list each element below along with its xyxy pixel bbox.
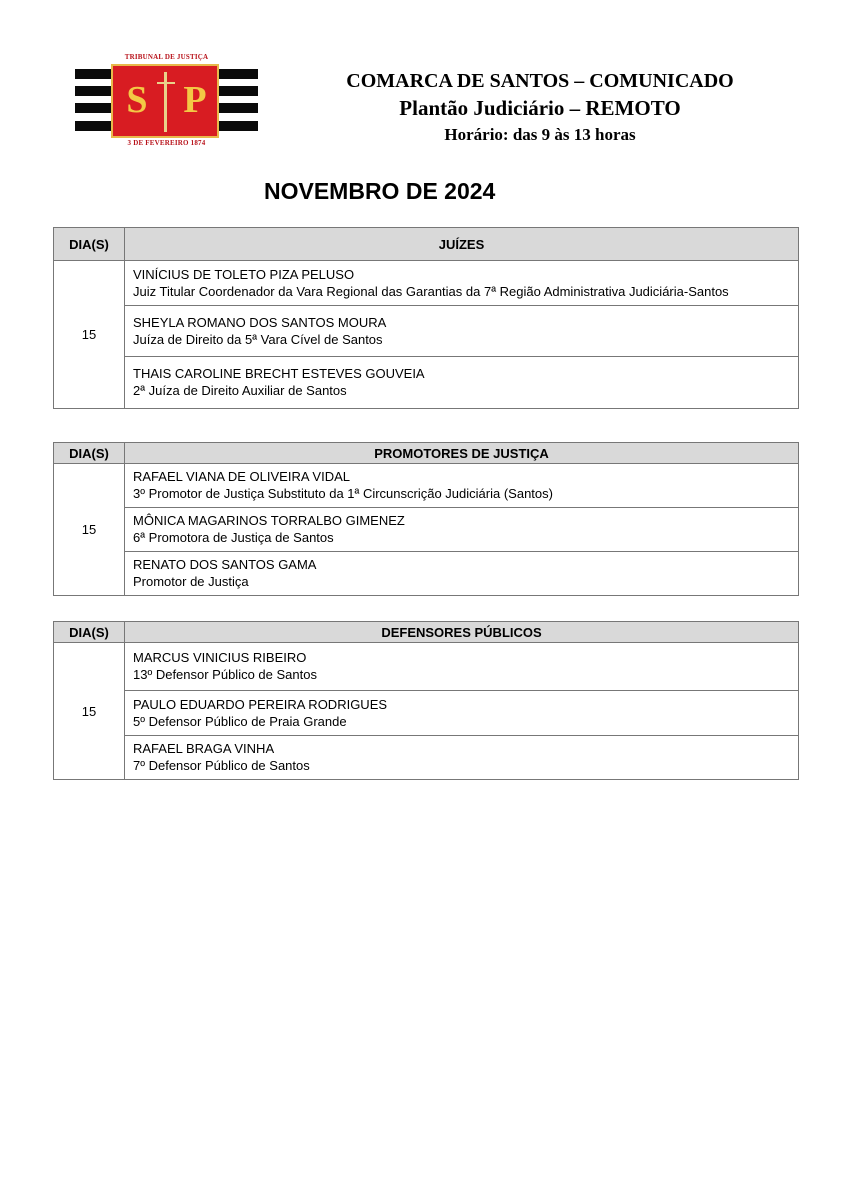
- person-name: VINÍCIUS DE TOLETO PIZA PELUSO: [133, 266, 355, 282]
- month-title: NOVEMBRO DE 2024: [264, 178, 496, 204]
- day-column-header: DIA(S): [54, 228, 125, 261]
- table-row: [54, 261, 799, 306]
- logo-emblem: [111, 64, 219, 138]
- person-name: SHEYLA ROMANO DOS SANTOS MOURA: [133, 314, 387, 330]
- header-horario: Horário: das 9 às 13 horas: [444, 125, 636, 144]
- person-cell: [125, 552, 799, 596]
- logo-letter-p: P: [183, 79, 207, 121]
- logo-bottom-text: 3 DE FEVEREIRO 1874: [127, 139, 206, 147]
- table-row: [54, 736, 799, 780]
- group-column-header: JUÍZES: [125, 228, 799, 261]
- person-cell: [125, 691, 799, 736]
- person-role: Juiz Titular Coordenador da Vara Regional das Garantias da 7ª Região Administrativa Judiciária-Santos: [133, 283, 729, 299]
- person-name: RAFAEL VIANA DE OLIVEIRA VIDAL: [133, 469, 350, 484]
- defenders-table: [53, 621, 799, 780]
- judges-table: [53, 227, 799, 409]
- group-column-header: DEFENSORES PÚBLICOS: [125, 622, 799, 643]
- header-plantao: Plantão Judiciário – REMOTO: [399, 96, 681, 120]
- person-cell: [125, 643, 799, 691]
- person-name: THAIS CAROLINE BRECHT ESTEVES GOUVEIA: [133, 366, 425, 381]
- person-role: 3º Promotor de Justiça Substituto da 1ª Circunscrição Judiciária (Santos): [133, 486, 553, 501]
- prosecutors-table: [53, 442, 799, 596]
- person-cell: [125, 736, 799, 780]
- table-row: [54, 643, 799, 691]
- person-name: RENATO DOS SANTOS GAMA: [133, 557, 317, 572]
- day-cell: 15: [54, 261, 125, 409]
- person-role: 7º Defensor Público de Santos: [133, 758, 310, 773]
- person-name: MÔNICA MAGARINOS TORRALBO GIMENEZ: [133, 513, 405, 528]
- day-cell: 15: [54, 643, 125, 780]
- person-name: RAFAEL BRAGA VINHA: [133, 741, 275, 756]
- table-row: [54, 464, 799, 508]
- person-cell: [125, 357, 799, 409]
- day-cell: 15: [54, 464, 125, 596]
- table-header-row: [54, 228, 799, 261]
- person-role: 5º Defensor Público de Praia Grande: [133, 713, 347, 729]
- person-role: Juíza de Direito da 5ª Vara Cível de Santos: [133, 331, 383, 347]
- table-row: [54, 357, 799, 409]
- person-cell: [125, 464, 799, 508]
- table-row: [54, 306, 799, 357]
- person-cell: [125, 261, 799, 306]
- day-column-header: DIA(S): [54, 443, 125, 464]
- person-name: PAULO EDUARDO PEREIRA RODRIGUES: [133, 696, 388, 712]
- logo-letter-s: S: [126, 79, 148, 121]
- table-row: [54, 508, 799, 552]
- sword-icon: [164, 72, 167, 132]
- scale-icon: [157, 82, 175, 84]
- person-name: MARCUS VINICIUS RIBEIRO: [133, 650, 307, 665]
- day-column-header: DIA(S): [54, 622, 125, 643]
- table-row: [54, 691, 799, 736]
- header-comarca: COMARCA DE SANTOS – COMUNICADO: [346, 70, 734, 92]
- person-role: 2ª Juíza de Direito Auxiliar de Santos: [133, 383, 347, 398]
- person-role: 6ª Promotora de Justiça de Santos: [133, 530, 334, 545]
- table-header-row: [54, 443, 799, 464]
- person-cell: [125, 306, 799, 357]
- person-role: 13º Defensor Público de Santos: [133, 667, 317, 682]
- person-cell: [125, 508, 799, 552]
- group-column-header: PROMOTORES DE JUSTIÇA: [125, 443, 799, 464]
- table-header-row: [54, 622, 799, 643]
- person-role: Promotor de Justiça: [133, 574, 249, 589]
- table-row: [54, 552, 799, 596]
- tribunal-logo: [75, 52, 258, 152]
- logo-top-text: TRIBUNAL DE JUSTIÇA: [124, 53, 209, 61]
